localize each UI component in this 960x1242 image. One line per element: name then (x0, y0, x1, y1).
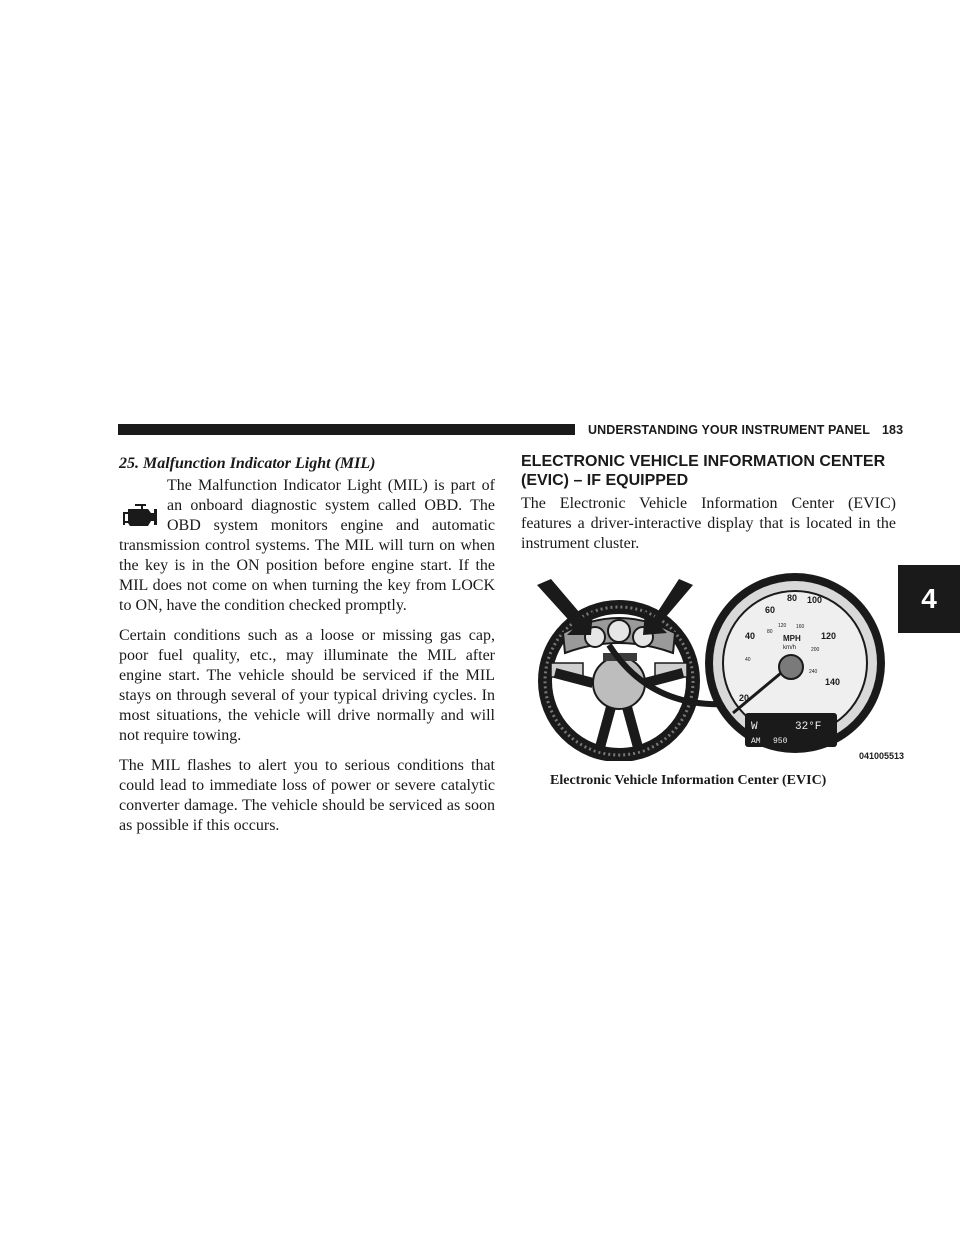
left-column (119, 454, 495, 846)
gauge-mph-20: 20 (739, 693, 750, 703)
gauge-kmh-160: 160 (796, 624, 805, 630)
evic-frequency-readout: 950 (773, 737, 788, 746)
right-column (521, 452, 896, 554)
mil-paragraph-1: The Malfunction Indicator Light (MIL) is part of an onboard diagnostic system called OBD. The OBD system monitors engine and automatic transmission control systems. The MIL will turn on when the key is in the ON position before engine start. If the MIL does not come on when turning the key from LOCK to ON, have the condition checked promptly. (119, 477, 495, 614)
figure-caption: Electronic Vehicle Information Center (EVIC) (550, 773, 827, 788)
evic-heading-line1: ELECTRONIC VEHICLE INFORMATION CENTER (521, 453, 886, 470)
check-engine-icon (119, 504, 159, 530)
mil-paragraph-2: Certain conditions such as a loose or missing gas cap, poor fuel quality, etc., may illuminate the MIL after engine start. The vehicle should be serviced if the MIL stays on through several of your typical driving cycles. In most situations, the vehicle will drive normally and will not require towing. (119, 627, 495, 744)
gauge-kmh-40: 40 (745, 657, 751, 663)
evic-illustration (533, 573, 895, 761)
running-title: UNDERSTANDING YOUR INSTRUMENT PANEL (588, 423, 870, 437)
gauge-mph-60: 60 (765, 605, 776, 615)
speedometer-gauge (705, 573, 885, 753)
mil-paragraph-3: The MIL flashes to alert you to serious conditions that could lead to immediate loss of power or severe catalytic converter damage. The vehicle should be serviced as soon as possible if this occurs. (119, 757, 495, 834)
evic-band-readout: AM (751, 737, 761, 746)
evic-compass-readout: W (751, 721, 758, 733)
figure-code: 041005513 (859, 751, 905, 761)
header-rule (118, 424, 575, 435)
evic-heading (521, 452, 896, 490)
running-header (588, 423, 903, 437)
gauge-mph-100: 100 (807, 595, 823, 605)
gauge-kmh-120: 120 (778, 623, 787, 629)
evic-temp-readout: 32°F (795, 721, 822, 733)
gauge-unit-mph: MPH (783, 634, 801, 643)
chapter-tab: 4 (898, 565, 960, 633)
steering-wheel-drawing (545, 607, 693, 755)
gauge-kmh-200: 200 (811, 647, 820, 653)
gauge-kmh-80: 80 (767, 629, 773, 635)
section-title: 25. Malfunction Indicator Light (MIL) (119, 455, 376, 472)
gauge-mph-40: 40 (745, 631, 756, 641)
gauge-unit-kmh: km/h (783, 645, 797, 651)
page-number: 183 (881, 423, 904, 437)
gauge-mph-80: 80 (787, 593, 798, 603)
evic-paragraph: The Electronic Vehicle Information Center (EVIC) features a driver-interactive display that is located in the instrument cluster. (521, 495, 896, 552)
gauge-mph-140: 140 (825, 677, 841, 687)
gauge-kmh-240: 240 (809, 669, 818, 675)
evic-figure (533, 573, 895, 761)
gauge-mph-120: 120 (821, 631, 837, 641)
evic-heading-line2: (EVIC) – IF EQUIPPED (521, 472, 689, 489)
